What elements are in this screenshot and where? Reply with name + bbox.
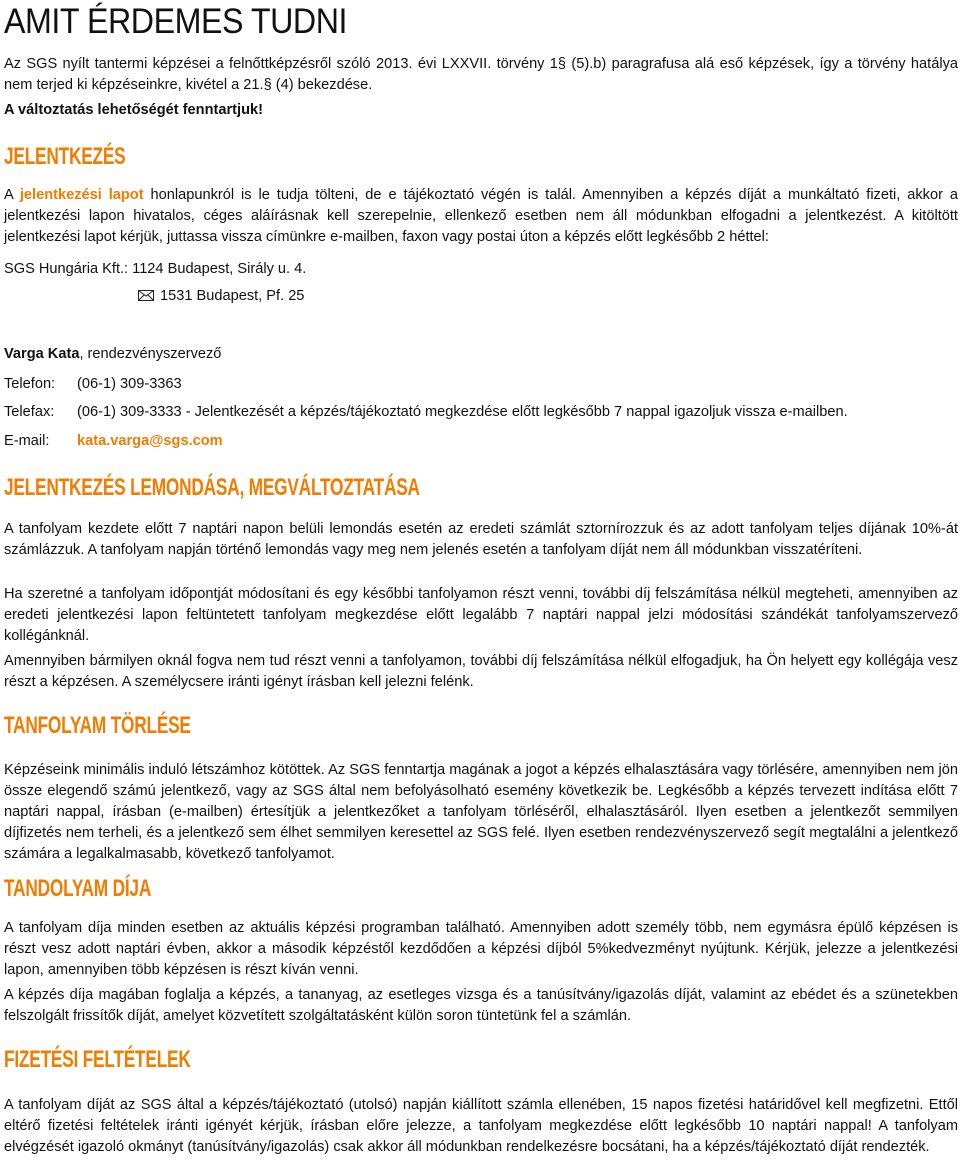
registration-heading: JELENTKEZÉS xyxy=(4,143,126,170)
intro-paragraph: Az SGS nyílt tantermi képzései a felnőttképzésről szóló 2013. évi LXXVII. törvény 1§ (5).b) paragrafusa alá eső képzések, így a törvény hatálya nem terjed ki képzéseinkre, kivétel a 21.§ (4) bekezdése. xyxy=(4,56,958,93)
address-line: SGS Hungária Kft.: 1124 Budapest, Sirály u. 4. xyxy=(4,261,307,277)
cancellation-heading: JELENTKEZÉS LEMONDÁSA, MEGVÁLTOZTATÁSA xyxy=(4,474,420,501)
deletion-heading: TANFOLYAM TÖRLÉSE xyxy=(4,712,191,739)
email-link[interactable]: kata.varga@sgs.com xyxy=(77,433,223,449)
email-line xyxy=(4,431,223,452)
contact-role: , rendezvényszervező xyxy=(79,346,222,362)
registration-paragraph xyxy=(4,185,958,248)
payment-heading: FIZETÉSI FELTÉTELEK xyxy=(4,1046,191,1073)
payment-paragraph: A tanfolyam díját az SGS által a képzés/tájékoztató (utolsó) napján kiállított számla ellenében, 15 napos fizetési határidővel kell megfizetni. Ettől eltérő fizetési feltételek iránti igényét kérjük, írásban előre jelezze, a tanfolyam megkezdése előtt legkésőbb 10 naptári nappal! A tanfolyam elvégzését igazoló okmányt (tanúsítvány/igazolás) csak akkor áll módunkban rendelkezésre bocsátani, ha a képzés/tájékoztató díját rendezték. xyxy=(4,1097,958,1155)
phone-line xyxy=(4,374,182,395)
phone-value: (06-1) 309-3363 xyxy=(77,376,182,392)
envelope-icon xyxy=(138,290,154,301)
fee-paragraph-1: A tanfolyam díja minden esetben az aktuális képzési programban található. Amennyiben adott személy több, nem egymásra épülő képzésen is részt vesz adott naptári évben, akkor a második képzéstől kezdődően a képzési díjból 5%kedvezményt nyújtunk. Kérjük, jelezze a jelentkezési lapon, amennyiben több képzésen is részt kíván venni. xyxy=(4,920,958,978)
email-label: E-mail: xyxy=(4,433,50,449)
phone-label: Telefon: xyxy=(4,376,56,392)
fee-paragraph-2: A képzés díja magában foglalja a képzés, a tananyag, az esetleges vizsga és a tanúsítvány/igazolás díját, valamint az ebédet és a szünetekben felszolgált frissítők díját, amelyet közvetített szolgáltatásként külön soron tüntetünk fel a számlán. xyxy=(4,987,958,1024)
fee-heading: TANDOLYAM DÍJA xyxy=(4,875,152,902)
registration-text-end: honlapunkról is le tudja tölteni, de e tájékoztató végén is talál. Amennyiben a képzés díját a munkáltató fizeti, akkor a jelentkezési lapon hivatalos, céges aláírásnak kell szerepelnie, ellenkező esetben nem áll módunkban elfogadni a jelentkezést. A kitöltött jelentkezési lapot kérjük, juttassa vissza címünkre e-mailben, faxon vagy postai úton a képzés előtt legkésőbb 2 héttel: xyxy=(4,187,958,245)
fax-value: (06-1) 309-3333 - Jelentkezését a képzés/tájékoztató megkezdése előtt legkésőbb 7 nappal igazoljuk vissza e-mailben. xyxy=(77,404,848,420)
notice-text: A változtatás lehetőségét fenntartjuk! xyxy=(4,102,263,118)
postbox-text: 1531 Budapest, Pf. 25 xyxy=(160,288,305,304)
contact-line xyxy=(4,344,221,365)
registration-text-start: A xyxy=(4,187,20,203)
cancellation-paragraph-3: Amennyiben bármilyen oknál fogva nem tud részt venni a tanfolyamon, további díj felszámítása nélkül elfogadjuk, ha Ön helyett egy kollégája vesz részt a képzésen. A személycsere iránti igényt írásban kell jelezni felénk. xyxy=(4,653,958,690)
cancellation-paragraph-1: A tanfolyam kezdete előtt 7 naptári napon belüli lemondás esetén az eredeti számlát sztornírozzuk és az adott tanfolyam teljes díjának 10%-át számlázzuk. A tanfolyam napján történő lemondás vagy meg nem jelenés esetén a tanfolyam díját nem áll módunkban visszatéríteni. xyxy=(4,521,958,558)
page-title: AMIT ÉRDEMES TUDNI xyxy=(4,2,347,41)
registration-form-link[interactable]: jelentkezési lapot xyxy=(19,187,144,203)
cancellation-paragraph-2: Ha szeretné a tanfolyam időpontját módosítani és egy későbbi tanfolyamon részt venni, további díj felszámítása nélkül megteheti, amennyiben az eredeti jelentkezési lapon feltüntetett tanfolyam megkezdése előtt legalább 7 naptári nappal jelzi módosítási szándékát tanfolyamszervező kollégánknál. xyxy=(4,586,958,644)
fax-label: Telefax: xyxy=(4,404,55,420)
deletion-paragraph: Képzéseink minimális induló létszámhoz kötöttek. Az SGS fenntartja magának a jogot a képzés elhalasztására vagy törlésére, amennyiben nem jön össze elegendő számú jelentkező, vagy az SGS által nem befolyásolható esemény következik be. Legkésőbb a képzés tervezett indítása előtt 7 naptári nappal, írásban (e-mailben) értesítjük a jelentkezőket a tanfolyam törléséről, elhalasztásáról. Ilyen esetben a jelentkezőt semmilyen díjfizetés nem terheli, és a jelentkező sem élhet semmilyen keresettel az SGS felé. Ilyen esetben rendezvényszervező segít megtalálni a jelentkező számára a legalkalmasabb, következő tanfolyamot. xyxy=(4,762,958,862)
postbox-line xyxy=(138,286,304,307)
fax-line xyxy=(4,402,848,423)
contact-name: Varga Kata xyxy=(4,346,80,362)
